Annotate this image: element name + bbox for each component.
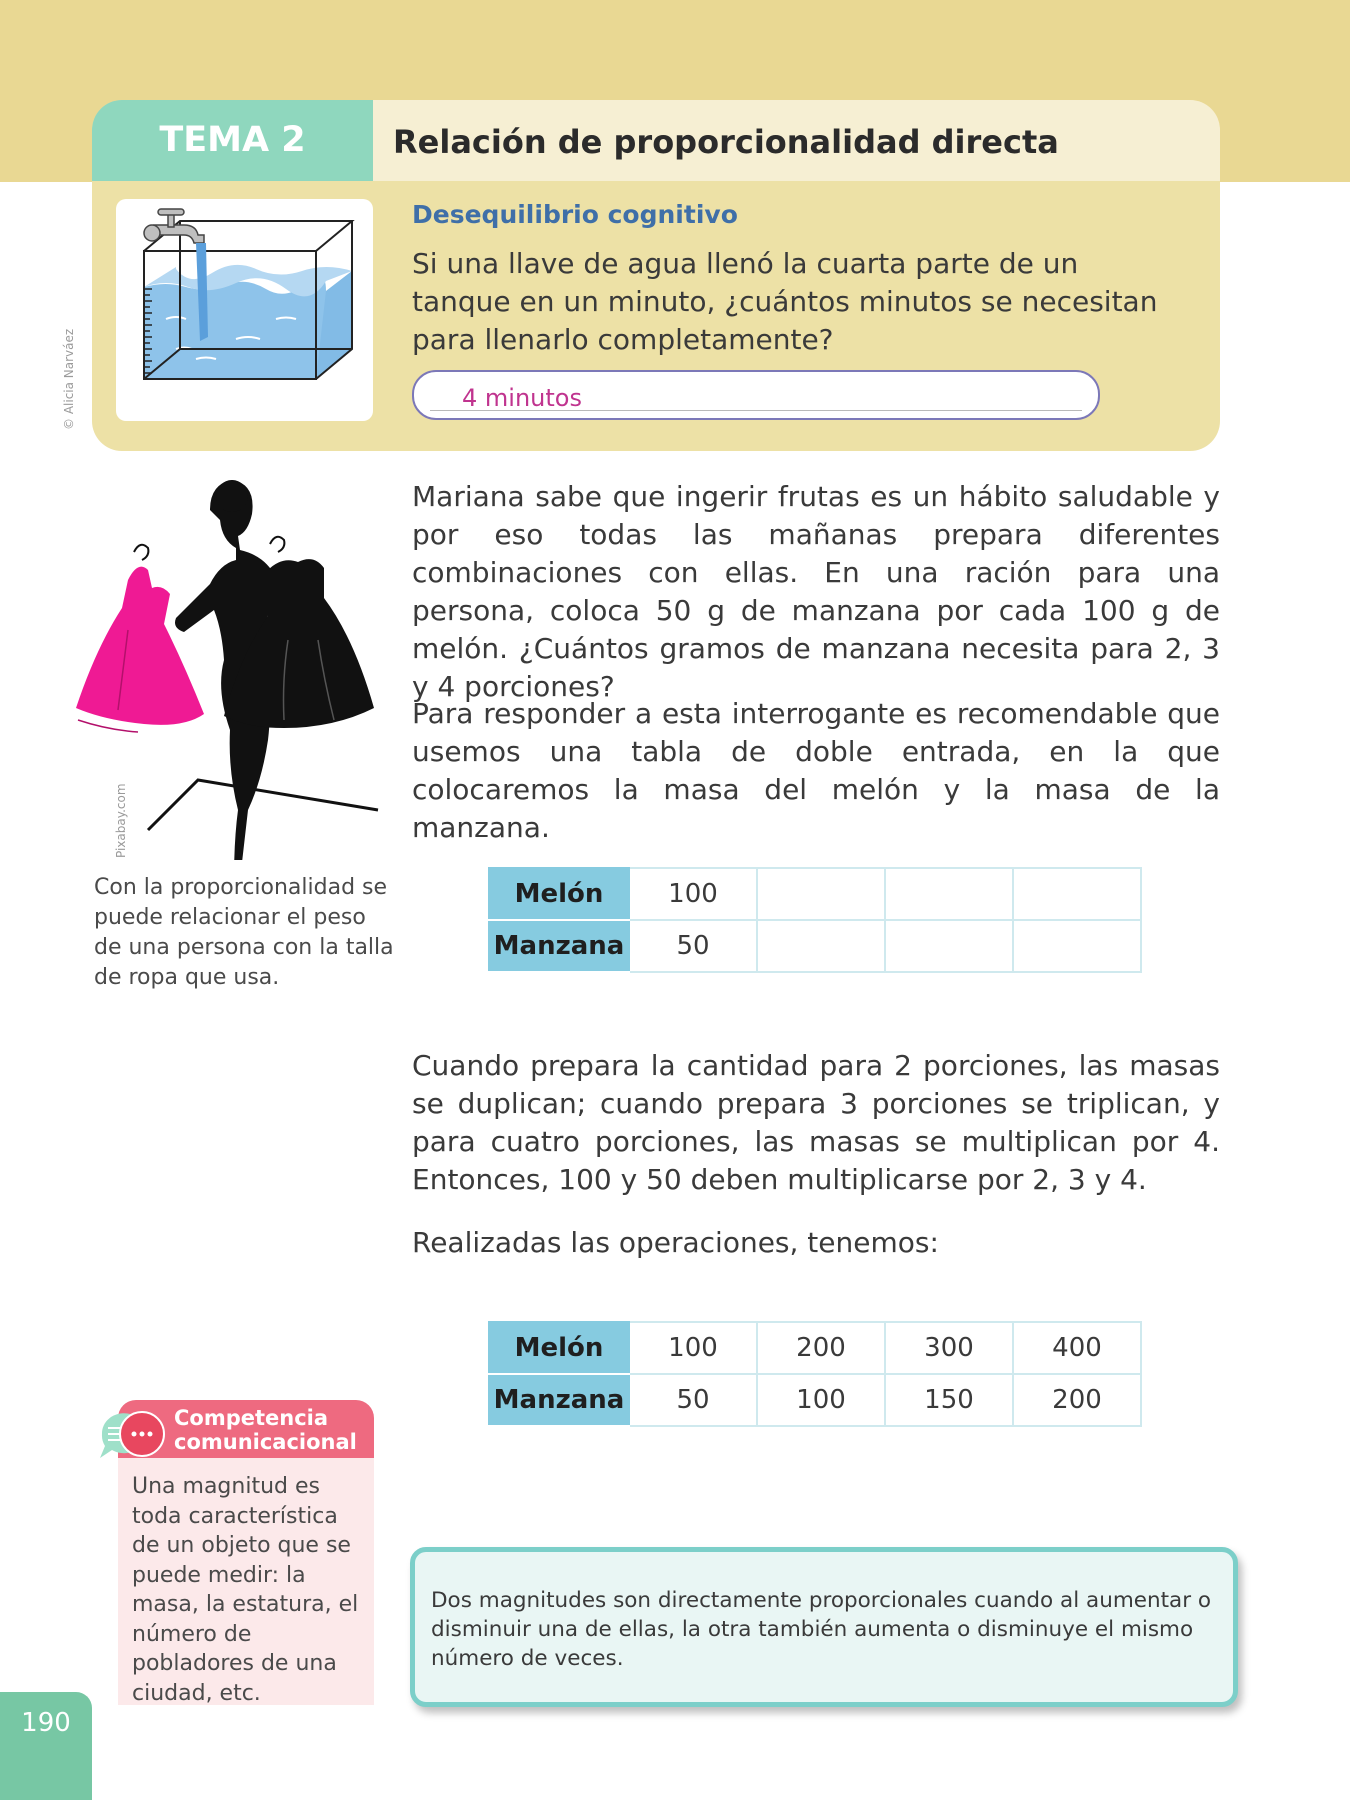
row-label: Manzana: [489, 920, 629, 972]
paragraph-result-intro: Realizadas las operaciones, tenemos:: [412, 1226, 939, 1259]
row-label: Manzana: [489, 1374, 629, 1426]
table-cell: [1013, 920, 1141, 972]
table-initial: [488, 867, 1142, 973]
table-cell: [885, 920, 1013, 972]
competencia-box: [96, 1400, 374, 1705]
table-cell: 200: [757, 1322, 885, 1374]
fashion-silhouette-icon: [38, 470, 388, 860]
table-cell: 50: [629, 1374, 757, 1426]
table-row: [489, 920, 1141, 972]
water-tank-icon: [116, 199, 373, 421]
table-cell: 100: [629, 1322, 757, 1374]
water-tank-illustration: [116, 199, 373, 421]
table-cell: 300: [885, 1322, 1013, 1374]
image-caption: Con la proporcionalidad se puede relacionar el peso de una persona con la talla de ropa que usa.: [94, 875, 394, 990]
header-card: [92, 100, 1220, 451]
table-row: [489, 1374, 1141, 1426]
desequilibrio-title: Desequilibrio cognitivo: [412, 200, 738, 229]
table-cell: [885, 868, 1013, 920]
image-credit-tank: © Alicia Narváez: [62, 328, 76, 430]
table-cell: 200: [1013, 1374, 1141, 1426]
competencia-title: [174, 1406, 357, 1454]
image-credit-fashion: Pixabay.com: [114, 783, 128, 858]
chat-bubbles-icon: [96, 1406, 170, 1464]
question-text: Si una llave de agua llenó la cuarta parte de un tanque en un minuto, ¿cuántos minutos se necesitan para llenarlo completamente?: [412, 247, 1158, 356]
page-title: Relación de proporcionalidad directa: [393, 123, 1059, 161]
table-row: [489, 1322, 1141, 1374]
fashion-silhouette-illustration: [38, 470, 388, 860]
table-cell: [1013, 868, 1141, 920]
table-cell: [757, 868, 885, 920]
paragraph-problem: Mariana sabe que ingerir frutas es un hábito saludable y por eso todas las mañanas prepara diferentes combinaciones con ellas. En una ración para una persona, coloca 50 g de manzana por cada 100 g de melón. ¿Cuántos gramos de manzana necesita para 2, 3 y 4 porciones?: [412, 480, 1220, 703]
competencia-title-line1: Competencia: [174, 1406, 329, 1430]
answer-text: 4 minutos: [462, 384, 582, 412]
title-bar: [373, 100, 1220, 181]
competencia-title-line2: comunicacional: [174, 1430, 357, 1454]
table-cell: 50: [629, 920, 757, 972]
table-cell: 100: [757, 1374, 885, 1426]
table-results: [488, 1321, 1142, 1427]
row-label: Melón: [489, 868, 629, 920]
answer-field[interactable]: [412, 370, 1100, 420]
page-number: 190: [21, 1708, 71, 1738]
competencia-body: [118, 1458, 374, 1705]
tema-label: TEMA 2: [92, 100, 373, 181]
table-cell: 150: [885, 1374, 1013, 1426]
row-label: Melón: [489, 1322, 629, 1374]
definition-text: Dos magnitudes son directamente proporcionales cuando al aumentar o disminuir una de ellas, la otra también aumenta o disminuye el mismo número de veces.: [431, 1588, 1212, 1671]
paragraph-method: Para responder a esta interrogante es recomendable que usemos una tabla de doble entrada, en la que colocaremos la masa del melón y la masa de la manzana.: [412, 697, 1220, 844]
table-row: [489, 868, 1141, 920]
competencia-text: Una magnitud es toda característica de un objeto que se puede medir: la masa, la estatura, el número de pobladores de una ciudad, etc.: [132, 1474, 359, 1706]
table-cell: [757, 920, 885, 972]
definition-box: [410, 1547, 1238, 1707]
table-cell: 400: [1013, 1322, 1141, 1374]
paragraph-explanation: Cuando prepara la cantidad para 2 porciones, las masas se duplican; cuando prepara 3 porciones se triplican, y para cuatro porciones, las masas se multiplican por 4. Entonces, 100 y 50 deben multiplicarse por 2, 3 y 4.: [412, 1049, 1220, 1196]
page-number-tab: [0, 1692, 92, 1800]
table-cell: 100: [629, 868, 757, 920]
